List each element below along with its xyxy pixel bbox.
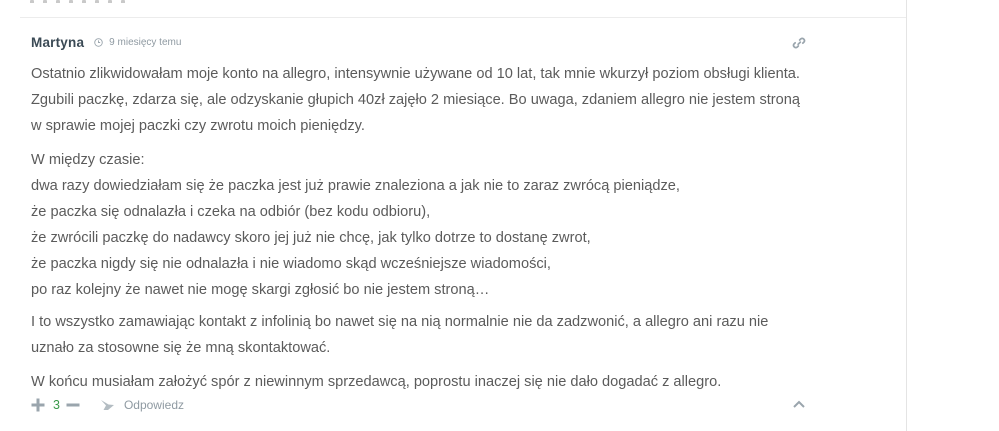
comment-paragraph	[31, 147, 806, 303]
comment-line: że zwrócili paczkę do nadawcy skoro jej już nie chcę, jak tylko dotrze to dostanę zwrot,	[31, 230, 591, 246]
vote-count: 3	[53, 398, 60, 412]
clock-icon	[94, 38, 103, 47]
comment-paragraph: W końcu musiałam założyć spór z niewinnym sprzedawcą, poprostu inaczej się nie dało dogadać z allegro.	[31, 374, 722, 390]
comment-body	[31, 61, 806, 395]
reply-arrow-icon	[100, 399, 115, 411]
comment-line: dwa razy dowiedziałam się że paczka jest już prawie znaleziona a jak nie to zaraz zwrócą pieniądze,	[31, 178, 680, 194]
previous-comment-fragment	[30, 0, 170, 3]
chevron-up-icon[interactable]	[792, 398, 806, 410]
reply-button[interactable]	[100, 398, 184, 412]
comment	[31, 32, 806, 403]
plus-icon[interactable]	[31, 398, 45, 412]
comment-line: że paczka się odnalazła i czeka na odbiór (bez kodu odbioru),	[31, 204, 431, 220]
time-ago: 9 miesięcy temu	[109, 36, 182, 48]
comment-line: po raz kolejny że nawet nie mogę skargi zgłosić bo nie jestem stroną…	[31, 282, 490, 298]
divider	[20, 17, 906, 18]
comment-line: że paczka nigdy się nie odnalazła i nie wiadomo skąd wcześniejsze wiadomości,	[31, 256, 551, 272]
minus-icon[interactable]	[66, 398, 80, 412]
comment-paragraph: Ostatnio zlikwidowałam moje konto na allegro, intensywnie używane od 10 lat, tak mnie wkurzył poziom obsługi klienta. Zgubili paczkę, zdarza się, ale odzyskanie głupich 40zł zajęło 2 miesiące. Bo uwaga, zdaniem allegro nie jestem stroną w sprawie mojej paczki czy zwrotu moich pieniędzy.	[31, 66, 801, 134]
comment-timestamp[interactable]	[94, 37, 181, 48]
sidebar-divider	[906, 0, 907, 431]
link-icon[interactable]	[792, 36, 806, 50]
comment-line: W między czasie:	[31, 152, 145, 168]
comment-footer	[31, 394, 806, 416]
reply-label: Odpowiedz	[123, 398, 184, 412]
comment-header	[31, 32, 806, 52]
comment-paragraph: I to wszystko zamawiając kontakt z infolinią bo nawet się na nią normalnie nie da zadzwonić, a allegro ani razu nie uznało za stosowne się że mną skontaktować.	[31, 314, 769, 356]
comment-author[interactable]: Martyna	[31, 34, 85, 50]
